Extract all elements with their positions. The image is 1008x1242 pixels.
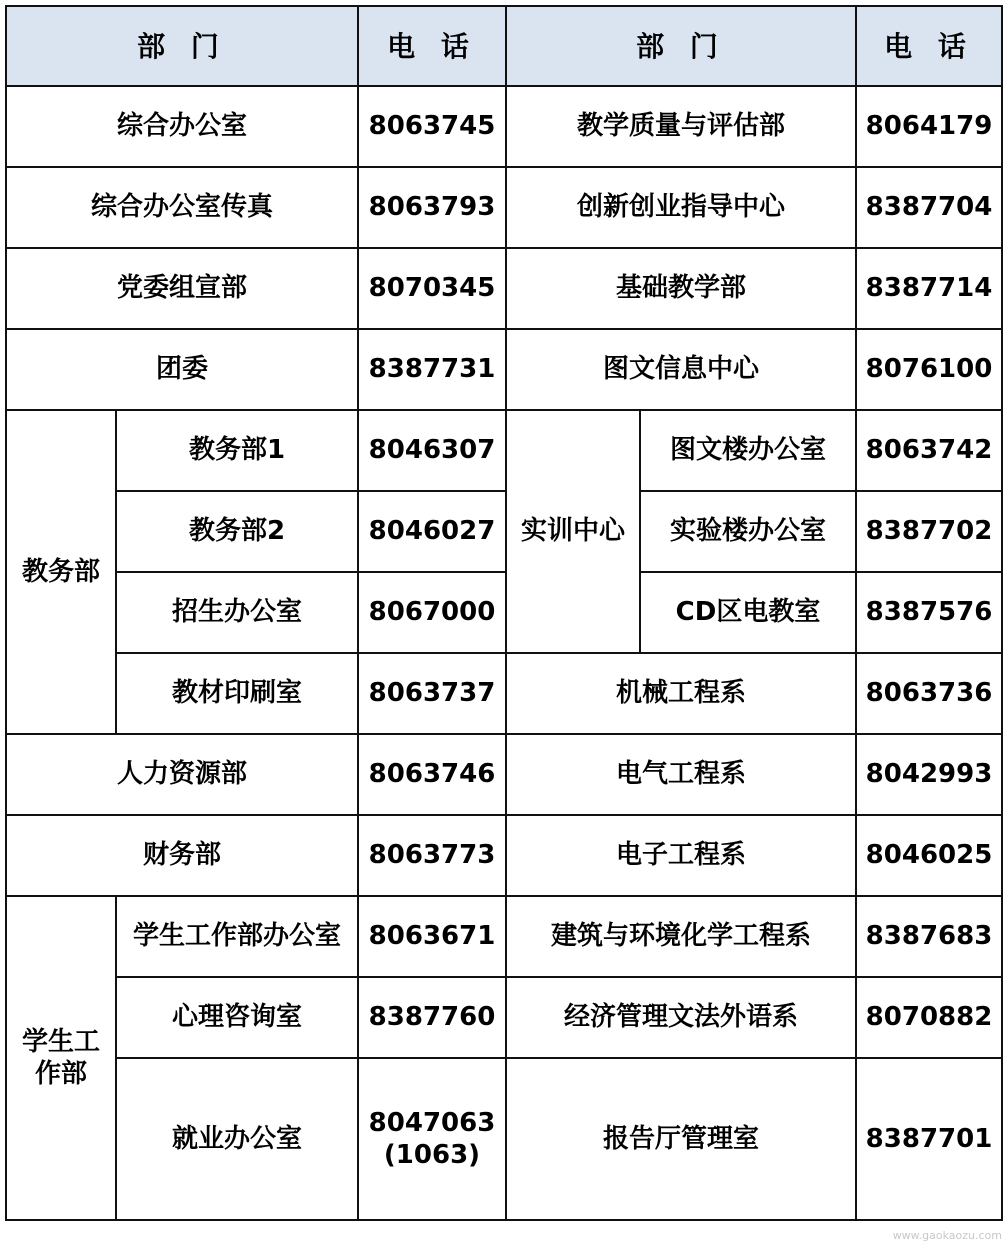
phone-number: 8047063	[368, 1107, 496, 1138]
header-phone: 电 话	[358, 6, 506, 86]
dept-cell: 教学质量与评估部	[506, 86, 856, 167]
sub-dept-cell: 教务部2	[116, 491, 358, 572]
phone-cell: 8070345	[358, 248, 506, 329]
phone-cell: 8076100	[856, 329, 1002, 410]
dept-cell: 经济管理文法外语系	[506, 977, 856, 1058]
phone-cell: 8046307	[358, 410, 506, 491]
phone-cell: 8046025	[856, 815, 1002, 896]
dept-cell: 人力资源部	[6, 734, 358, 815]
table-row	[6, 410, 1002, 491]
table-row	[6, 491, 1002, 572]
header-dept: 部 门	[6, 6, 358, 86]
phone-cell: 8046027	[358, 491, 506, 572]
dept-cell: 电气工程系	[506, 734, 856, 815]
sub-dept-cell: 实验楼办公室	[640, 491, 856, 572]
phone-cell: 8063742	[856, 410, 1002, 491]
dept-cell: 电子工程系	[506, 815, 856, 896]
phone-cell: 8387683	[856, 896, 1002, 977]
phone-cell: 8063745	[358, 86, 506, 167]
phone-cell: 8387576	[856, 572, 1002, 653]
table-row	[6, 815, 1002, 896]
group-xuesheng	[6, 896, 116, 1220]
dept-cell: 创新创业指导中心	[506, 167, 856, 248]
phone-cell: 8387704	[856, 167, 1002, 248]
sub-dept-cell: 心理咨询室	[116, 977, 358, 1058]
dept-cell: 建筑与环境化学工程系	[506, 896, 856, 977]
table-row	[6, 896, 1002, 977]
sub-dept-cell: 学生工作部办公室	[116, 896, 358, 977]
table-row	[6, 86, 1002, 167]
sub-dept-cell: 招生办公室	[116, 572, 358, 653]
dept-cell: 图文信息中心	[506, 329, 856, 410]
dept-cell: 报告厅管理室	[506, 1058, 856, 1220]
dept-cell: 团委	[6, 329, 358, 410]
phone-cell: 8063746	[358, 734, 506, 815]
header-dept-2: 部 门	[506, 6, 856, 86]
table-row	[6, 248, 1002, 329]
dept-cell: 综合办公室传真	[6, 167, 358, 248]
table-row	[6, 653, 1002, 734]
phone-extension: (1063)	[383, 1140, 481, 1170]
group-shixun: 实训中心	[506, 410, 640, 653]
header-phone-2: 电 话	[856, 6, 1002, 86]
phone-cell: 8387701	[856, 1058, 1002, 1220]
table-row	[6, 734, 1002, 815]
dept-cell: 机械工程系	[506, 653, 856, 734]
dept-cell: 财务部	[6, 815, 358, 896]
phone-cell: 8387714	[856, 248, 1002, 329]
phone-directory-table	[5, 5, 1003, 1221]
phone-cell: 8063793	[358, 167, 506, 248]
sub-dept-cell: 就业办公室	[116, 1058, 358, 1220]
header-row	[6, 6, 1002, 86]
group-xuesheng-label: 学生工作部	[21, 1026, 100, 1089]
table-row	[6, 1058, 1002, 1220]
phone-cell: 8063671	[358, 896, 506, 977]
sub-dept-cell: 教材印刷室	[116, 653, 358, 734]
dept-cell: 基础教学部	[506, 248, 856, 329]
phone-cell: 8070882	[856, 977, 1002, 1058]
sub-dept-cell: 图文楼办公室	[640, 410, 856, 491]
phone-cell: 8067000	[358, 572, 506, 653]
phone-cell: 8042993	[856, 734, 1002, 815]
phone-cell: 8387731	[358, 329, 506, 410]
watermark: www.gaokaozu.com	[892, 1229, 1002, 1242]
table-row	[6, 572, 1002, 653]
phone-cell: 8387702	[856, 491, 1002, 572]
phone-cell: 8063736	[856, 653, 1002, 734]
phone-cell: 8387760	[358, 977, 506, 1058]
sub-dept-cell: 教务部1	[116, 410, 358, 491]
table-row	[6, 167, 1002, 248]
table-row	[6, 329, 1002, 410]
group-jiaowu: 教务部	[6, 410, 116, 734]
dept-cell: 综合办公室	[6, 86, 358, 167]
phone-cell	[358, 1058, 506, 1220]
phone-cell: 8063773	[358, 815, 506, 896]
dept-cell: 党委组宣部	[6, 248, 358, 329]
phone-cell: 8063737	[358, 653, 506, 734]
sub-dept-cell: CD区电教室	[640, 572, 856, 653]
phone-cell: 8064179	[856, 86, 1002, 167]
table-row	[6, 977, 1002, 1058]
